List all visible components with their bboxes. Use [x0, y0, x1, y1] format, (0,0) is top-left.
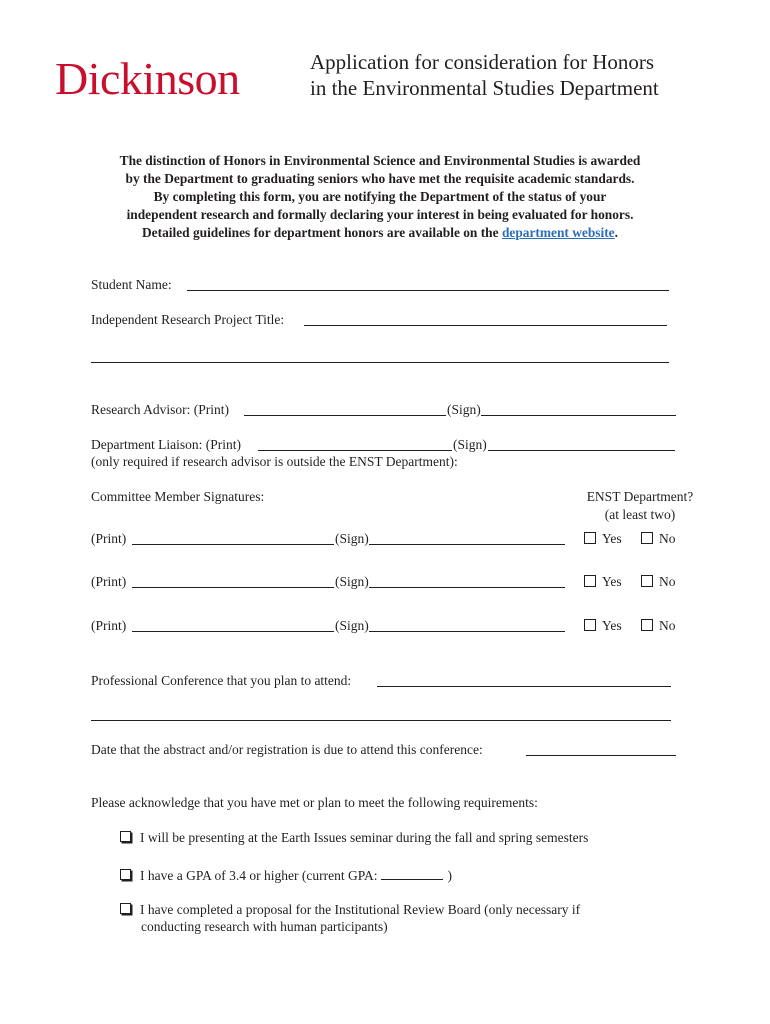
intro-line-4: independent research and formally declaring your interest in being evaluated for honors. [126, 207, 634, 222]
checkbox-icon[interactable] [120, 869, 131, 880]
no-label: No [659, 574, 676, 589]
student-name-label: Student Name: [91, 277, 172, 292]
project-title-label: Independent Research Project Title: [91, 312, 285, 327]
form-title [310, 49, 659, 101]
requirement-irb-continued: conducting research with human participants) [141, 919, 388, 934]
committee-3-print-field[interactable] [132, 631, 334, 632]
requirement-seminar-text: I will be presenting at the Earth Issues seminar during the fall and spring semesters [140, 830, 589, 845]
liaison-print-field[interactable] [258, 450, 452, 451]
checkbox-icon[interactable] [584, 532, 596, 544]
intro-line-2: by the Department to graduating seniors who have met the requisite academic standards. [125, 171, 635, 186]
committee-3-print-label: (Print) [91, 618, 127, 633]
checkbox-icon[interactable] [641, 532, 653, 544]
intro-line-3: By completing this form, you are notifying the Department of the status of your [153, 189, 607, 204]
checkbox-icon[interactable] [584, 575, 596, 587]
committee-3-sign-field[interactable] [369, 631, 565, 632]
advisor-sign-label: (Sign) [447, 402, 481, 417]
intro-line-5-end: . [614, 225, 618, 240]
project-title-field-continued[interactable] [91, 362, 669, 363]
intro-line-1: The distinction of Honors in Environmental Science and Environmental Studies is awarded [119, 153, 641, 168]
requirement-irb-text-1: I have completed a proposal for the Institutional Review Board (only necessary if [140, 902, 581, 917]
dickinson-logo: Dickinson [55, 53, 240, 104]
checkbox-icon[interactable] [120, 903, 131, 914]
committee-3-yes[interactable] [584, 617, 622, 635]
committee-2-sign-label: (Sign) [335, 574, 369, 589]
committee-1-print-field[interactable] [132, 544, 334, 545]
current-gpa-field[interactable] [381, 865, 443, 880]
advisor-print-label: Research Advisor: (Print) [91, 402, 229, 417]
enst-header-line-2: (at least two) [604, 507, 676, 522]
committee-1-sign-label: (Sign) [335, 531, 369, 546]
requirement-gpa[interactable] [120, 865, 452, 885]
yes-label: Yes [602, 618, 622, 633]
no-label: No [659, 618, 676, 633]
committee-2-yes[interactable] [584, 573, 622, 591]
yes-label: Yes [602, 531, 622, 546]
committee-1-no[interactable] [641, 530, 676, 548]
yes-label: Yes [602, 574, 622, 589]
department-website-link[interactable]: department website [501, 225, 615, 240]
intro-line-5 [80, 224, 680, 242]
advisor-print-field[interactable] [244, 415, 446, 416]
no-label: No [659, 531, 676, 546]
checkbox-icon[interactable] [584, 619, 596, 631]
committee-2-no[interactable] [641, 573, 676, 591]
conference-field[interactable] [377, 686, 671, 687]
intro-line-5-text: Detailed guidelines for department honors are available on the [142, 225, 502, 240]
advisor-sign-field[interactable] [481, 415, 676, 416]
abstract-date-field[interactable] [526, 755, 676, 756]
liaison-note: (only required if research advisor is outside the ENST Department): [91, 454, 458, 469]
requirements-intro: Please acknowledge that you have met or plan to meet the following requirements: [91, 795, 538, 810]
requirement-gpa-close: ) [447, 868, 452, 883]
conference-field-continued[interactable] [91, 720, 671, 721]
requirement-irb[interactable] [120, 901, 580, 919]
abstract-date-label: Date that the abstract and/or registration is due to attend this conference: [91, 742, 483, 757]
committee-2-print-field[interactable] [132, 587, 334, 588]
committee-2-sign-field[interactable] [369, 587, 565, 588]
liaison-sign-label: (Sign) [453, 437, 487, 452]
requirement-seminar[interactable] [120, 829, 588, 847]
liaison-sign-field[interactable] [488, 450, 675, 451]
requirement-gpa-text: I have a GPA of 3.4 or higher (current GPA: [140, 868, 378, 883]
committee-1-sign-field[interactable] [369, 544, 565, 545]
form-title-line-1: Application for consideration for Honors [310, 50, 655, 74]
committee-label: Committee Member Signatures: [91, 489, 265, 504]
student-name-field[interactable] [187, 290, 669, 291]
committee-3-no[interactable] [641, 617, 676, 635]
checkbox-icon[interactable] [641, 619, 653, 631]
committee-1-yes[interactable] [584, 530, 622, 548]
enst-department-header [580, 488, 700, 524]
committee-2-print-label: (Print) [91, 574, 127, 589]
conference-label: Professional Conference that you plan to attend: [91, 673, 352, 688]
checkbox-icon[interactable] [120, 831, 131, 842]
checkbox-icon[interactable] [641, 575, 653, 587]
student-name-row [91, 276, 172, 294]
enst-header-line-1: ENST Department? [586, 489, 694, 504]
project-title-field[interactable] [304, 325, 667, 326]
committee-1-print-label: (Print) [91, 531, 127, 546]
project-title-row [91, 311, 284, 329]
committee-3-sign-label: (Sign) [335, 618, 369, 633]
liaison-print-label: Department Liaison: (Print) [91, 437, 241, 452]
intro-paragraph [80, 152, 680, 242]
form-title-line-2: in the Environmental Studies Department [310, 76, 659, 100]
